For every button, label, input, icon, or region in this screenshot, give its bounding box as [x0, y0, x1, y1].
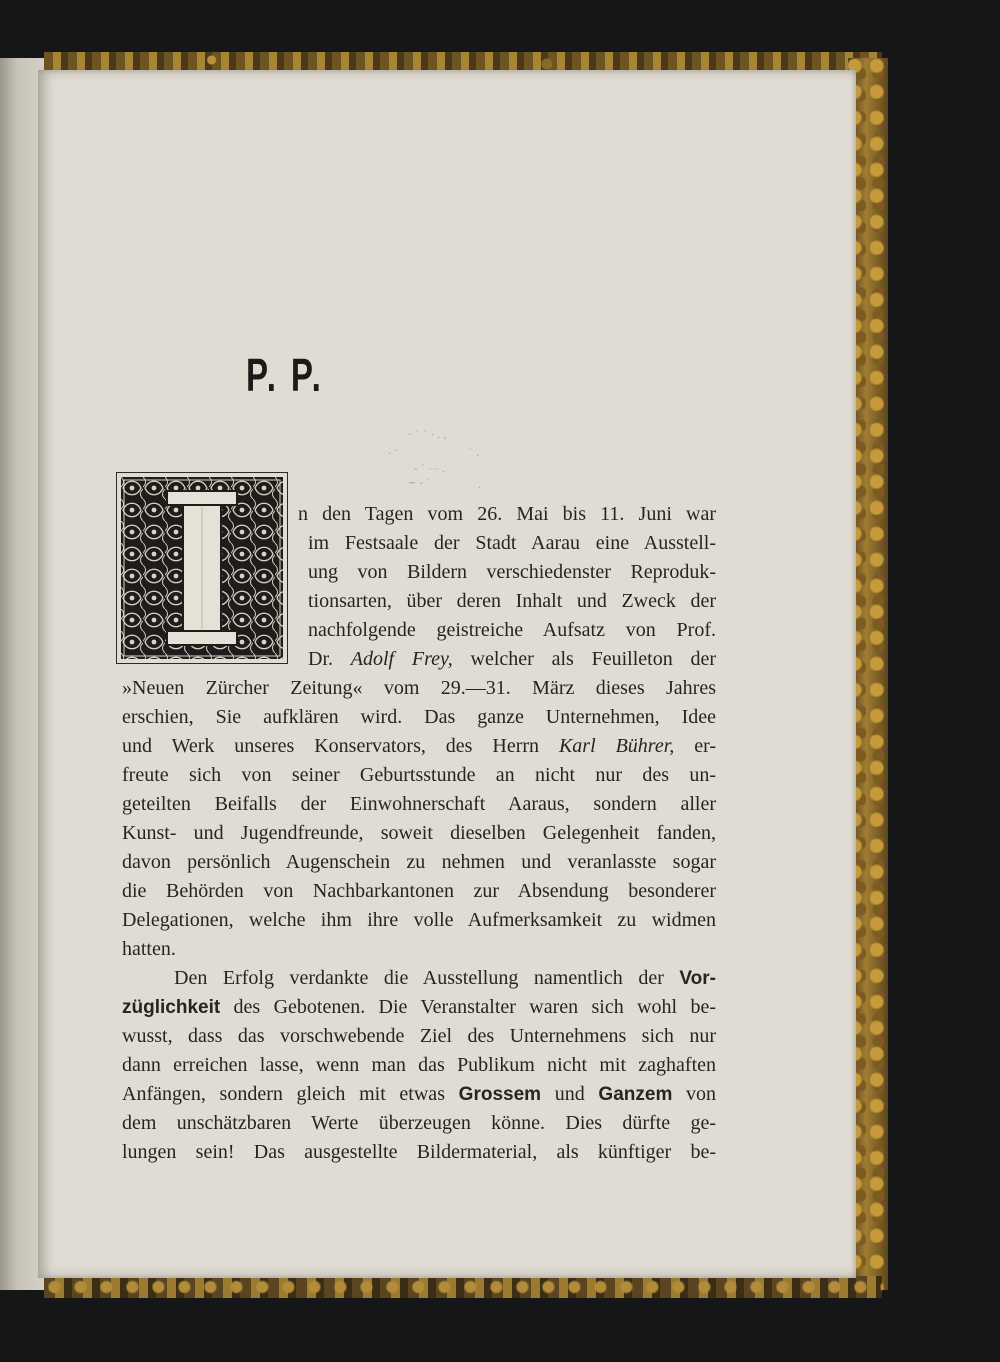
faint-stamp: · ˙ ˙ · . , . · ˙ . - ˙ ⋯ . ~ - ˙ . [388, 430, 482, 491]
bold-word: Ganzem [598, 1084, 673, 1105]
bold-word: züglichkeit [122, 997, 221, 1018]
italic-name: Adolf Frey, [350, 648, 453, 670]
text-line [122, 734, 716, 758]
text-line: »Neuen Zürcher Zeitung« vom 29.—31. März dieses Jahres [122, 677, 716, 699]
text-fragment: des Gebotenen. Die Veranstalter waren sich wohl be- [233, 996, 716, 1018]
text-line: lungen sein! Das ausgestellte Bildermaterial, als künftiger be- [122, 1141, 716, 1163]
marbled-cover-top [44, 52, 882, 72]
text-line: dann erreichen lasse, wenn man das Publikum nicht mit zaghaften [122, 1054, 716, 1076]
italic-name: Karl Bührer, [558, 735, 675, 757]
text-line: im Festsaale der Stadt Aarau eine Ausstell- [308, 532, 716, 554]
text-line [308, 647, 716, 671]
text-fragment: und [554, 1083, 585, 1105]
text-line: geteilten Beifalls der Einwohnerschaft Aaraus, sondern aller [122, 793, 716, 815]
text-line: dem unschätzbaren Werte überzeugen könne. Dies dürfte ge- [122, 1112, 716, 1134]
text-line: nachfolgende geistreiche Aufsatz von Prof. [308, 619, 716, 641]
ornate-initial-icon [121, 477, 283, 659]
text-fragment: Anfängen, sondern gleich mit etwas [122, 1083, 445, 1105]
text-fragment: von [686, 1083, 717, 1105]
page-heading: P. P. [246, 349, 324, 401]
text-line: davon persönlich Augenschein zu nehmen und veranlasste sogar [122, 851, 716, 873]
text-line: erschien, Sie aufklären wird. Das ganze Unternehmen, Idee [122, 706, 716, 728]
text-line: ung von Bildern verschiedenster Reproduk- [308, 561, 716, 583]
text-fragment: Den Erfolg verdankte die Ausstellung namentlich der [174, 967, 664, 989]
text-line: hatten. [122, 938, 176, 960]
text-fragment: welcher als Feuilleton der [470, 648, 716, 670]
text-line [174, 966, 716, 991]
bold-word: Grossem [458, 1084, 542, 1105]
text-line: wusst, dass das vorschwebende Ziel des Unternehmens sich nur [122, 1025, 716, 1047]
text-fragment: Dr. [308, 648, 333, 670]
text-fragment: er- [694, 735, 717, 757]
text-line [122, 1082, 716, 1107]
marbled-cover-bottom [44, 1276, 882, 1298]
text-fragment: und Werk unseres Konservators, des Herrn [122, 735, 540, 757]
text-line [122, 995, 716, 1020]
ornate-initial-I [116, 472, 288, 664]
text-line: freute sich von seiner Geburtsstunde an nicht nur des un- [122, 764, 716, 786]
text-line: Kunst- und Jugendfreunde, soweit dieselben Gelegenheit fanden, [122, 822, 716, 844]
bold-word: Vor- [679, 968, 717, 989]
text-line: tionsarten, über deren Inhalt und Zweck der [308, 590, 716, 612]
text-line: n den Tagen vom 26. Mai bis 11. Juni war [298, 503, 716, 525]
text-line: die Behörden von Nachbarkantonen zur Absendung besonderer [122, 880, 716, 902]
text-line: Delegationen, welche ihm ihre volle Aufmerksamkeit zu widmen [122, 909, 716, 931]
